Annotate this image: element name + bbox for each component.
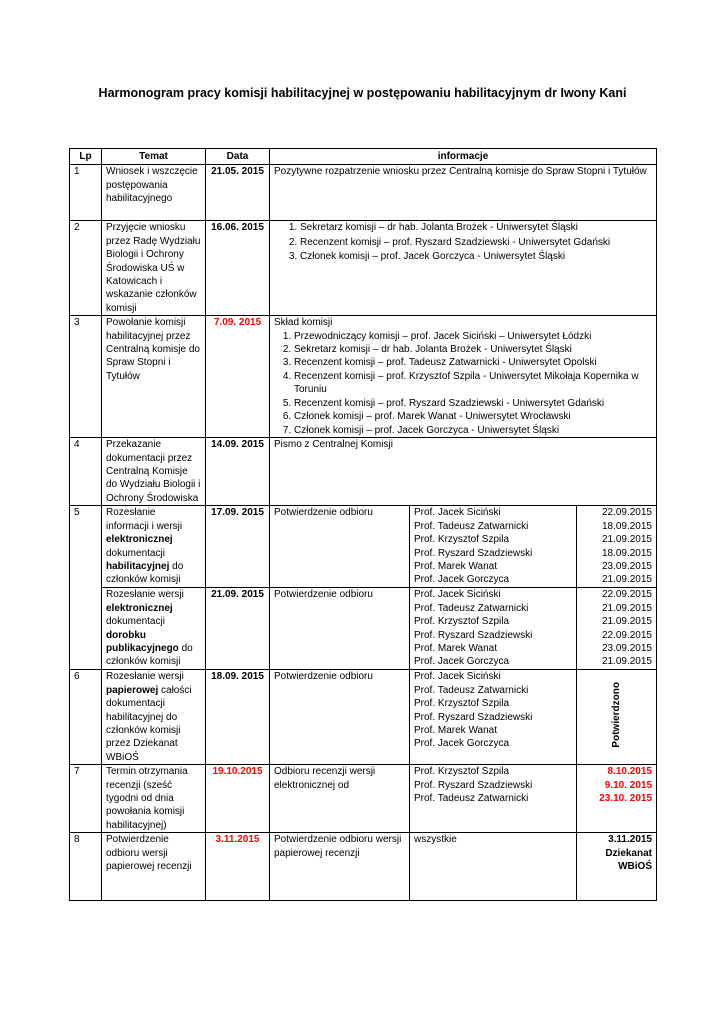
info-cell: Pismo z Centralnej Komisji (270, 438, 657, 506)
member-name: Prof. Ryszard Szadziewski (414, 779, 533, 791)
date-cell: 3.11.2015 (206, 833, 270, 901)
lp-cell: 4 (70, 438, 102, 506)
table-row (70, 438, 657, 506)
temat-text: do członków komisji (106, 560, 184, 586)
committee-list (274, 330, 652, 437)
names-cell (410, 670, 577, 765)
info-cell: Pozytywne rozpatrzenie wniosku przez Centralną komisje do Spraw Stopni i Tytułów (270, 165, 657, 221)
names-cell (410, 588, 577, 670)
table-row (70, 316, 657, 438)
confirmed-cell (577, 670, 657, 765)
date-cell: 21.09. 2015 (206, 588, 270, 670)
names-cell: wszystkie (410, 833, 577, 901)
lp-cell: 2 (70, 221, 102, 316)
temat-bold: papierowej (106, 684, 159, 696)
status-cell: Potwierdzenie odbioru wersji papierowej recenzji (270, 833, 410, 901)
list-item: 6. Członek komisji – prof. Marek Wanat - Uniwersytet Wrocławski (294, 410, 652, 423)
header-temat: Temat (102, 149, 206, 165)
list-item: 3. Recenzent komisji – prof. Tadeusz Zatwarnicki - Uniwersytet Opolski (294, 356, 652, 369)
table-row (70, 588, 657, 670)
temat-cell: Potwierdzenie odbioru wersji papierowej recenzji (102, 833, 206, 901)
temat-cell: Przekazanie dokumentacji przez Centralną Komisje do Wydziału Biologii i Ochrony Środowiska (102, 438, 206, 506)
temat-cell: Wniosek i wszczęcie postępowania habilitacyjnego (102, 165, 206, 221)
member-name: Prof. Jacek Gorczyca (414, 656, 510, 668)
receipt-date: 21.09.2015 (601, 656, 652, 668)
list-item: 7. Członek komisji – prof. Jacek Gorczyca - Uniwersytet Śląski (294, 424, 652, 437)
list-item: 3. Członek komisji – prof. Jacek Gorczyca - Uniwersytet Śląski (300, 250, 652, 263)
receipt-date: 21.09.2015 (601, 574, 652, 586)
member-name: Prof. Jacek Siciński (414, 507, 501, 519)
receipt-date: 22.09.2015 (601, 629, 652, 641)
date-cell: 19.10.2015 (206, 765, 270, 833)
lp-cell: 6 (70, 670, 102, 765)
table-row (70, 506, 657, 588)
final-office-line1: Dziekanat (605, 847, 652, 859)
sklad-label: Skład komisji (274, 317, 333, 329)
review-date: 23.10. 2015 (599, 792, 652, 804)
date-cell: 16.06. 2015 (206, 221, 270, 316)
date-cell: 7.09. 2015 (206, 316, 270, 438)
receipt-date: 21.09.2015 (601, 616, 652, 628)
temat-text: dokumentacji (106, 547, 165, 559)
member-name: Prof. Jacek Gorczyca (414, 738, 510, 750)
member-name: Prof. Ryszard Szadziewski (414, 547, 533, 559)
temat-text: do członków komisji (106, 642, 193, 668)
receipt-date: 22.09.2015 (601, 507, 652, 519)
date-cell: 14.09. 2015 (206, 438, 270, 506)
member-name: Prof. Krzysztof Szpila (414, 698, 510, 710)
member-name: Prof. Marek Wanat (414, 642, 497, 654)
date-cell: 18.09. 2015 (206, 670, 270, 765)
status-cell: Potwierdzenie odbioru (270, 506, 410, 588)
list-item: 5. Recenzent komisji – prof. Ryszard Szadziewski - Uniwersytet Gdański (294, 397, 652, 410)
receipt-date: 22.09.2015 (601, 589, 652, 601)
list-item: 2. Sekretarz komisji – dr hab. Jolanta Brożek - Uniwersytet Śląski (294, 343, 652, 356)
lp-cell: 1 (70, 165, 102, 221)
header-lp: Lp (70, 149, 102, 165)
confirmed-label: Potwierdzono (610, 682, 622, 748)
member-name: Prof. Ryszard Szadziewski (414, 711, 533, 723)
list-item: 4. Recenzent komisji – prof. Krzysztof Szpila - Uniwersytet Mikołaja Kopernika w Toruniu (294, 370, 652, 397)
committee-list (274, 221, 652, 263)
status-cell: Potwierdzenie odbioru (270, 588, 410, 670)
member-name: Prof. Tadeusz Zatwarnicki (414, 792, 529, 804)
list-item: 1. Przewodniczący komisji – prof. Jacek Siciński – Uniwersytet Łódzki (294, 330, 652, 343)
table-header-row (70, 149, 657, 165)
temat-bold: elektronicznej (106, 534, 173, 546)
receipt-date: 18.09.2015 (601, 547, 652, 559)
member-name: Prof. Jacek Siciński (414, 589, 501, 601)
member-name: Prof. Ryszard Szadziewski (414, 629, 533, 641)
date-cell: 21.05. 2015 (206, 165, 270, 221)
member-name: Prof. Krzysztof Szpila (414, 534, 510, 546)
dates-cell (577, 506, 657, 588)
member-name: Prof. Tadeusz Zatwarnicki (414, 684, 529, 696)
temat-text: Rozesłanie informacji i wersji (106, 507, 183, 532)
temat-cell: Powołanie komisji habilitacyjnej przez Centralną komisje do Spraw Stopni i Tytułów (102, 316, 206, 438)
schedule-table (69, 148, 657, 901)
member-name: Prof. Marek Wanat (414, 724, 497, 736)
header-data: Data (206, 149, 270, 165)
lp-cell: 8 (70, 833, 102, 901)
date-cell: 17.09. 2015 (206, 506, 270, 588)
receipt-date: 23.09.2015 (601, 642, 652, 654)
final-date: 3.11.2015 (608, 834, 652, 846)
member-name: Prof. Marek Wanat (414, 560, 497, 572)
list-item: 1. Sekretarz komisji – dr hab. Jolanta Brożek - Uniwersytet Śląski (300, 221, 652, 234)
lp-cell: 3 (70, 316, 102, 438)
temat-cell: Termin otrzymania recenzji (sześć tygodni od dnia powołania komisji habilitacyjnej) (102, 765, 206, 833)
document-title: Harmonogram pracy komisji habilitacyjnej w postępowaniu habilitacyjnym dr Iwony Kani (98, 86, 627, 100)
dates-cell (577, 765, 657, 833)
names-cell (410, 765, 577, 833)
member-name: Prof. Tadeusz Zatwarnicki (414, 602, 529, 614)
names-cell (410, 506, 577, 588)
table-row (70, 670, 657, 765)
member-name: Prof. Krzysztof Szpila (414, 616, 510, 628)
table-row (70, 765, 657, 833)
temat-text: Rozesłanie wersji (106, 589, 184, 601)
temat-cell (102, 506, 206, 588)
lp-cell: 7 (70, 765, 102, 833)
dates-cell (577, 588, 657, 670)
receipt-date: 21.09.2015 (601, 602, 652, 614)
review-date: 9.10. 2015 (604, 779, 652, 791)
table-row (70, 165, 657, 221)
receipt-date: 23.09.2015 (601, 560, 652, 572)
temat-bold: habilitacyjnej (106, 560, 170, 572)
member-name: Prof. Krzysztof Szpila (414, 766, 510, 778)
temat-bold: elektronicznej (106, 602, 173, 614)
temat-cell (102, 670, 206, 765)
receipt-date: 21.09.2015 (601, 534, 652, 546)
lp-cell: 5 (70, 506, 102, 670)
temat-cell (102, 588, 206, 670)
temat-text: całości dokumentacji habilitacyjnej do członków komisji przez Dziekanat WBiOŚ (106, 684, 192, 763)
temat-text: Rozesłanie wersji (106, 671, 184, 683)
header-informacje: informacje (270, 149, 657, 165)
table-row (70, 833, 657, 901)
status-cell: Odbioru recenzji wersji elektronicznej od (270, 765, 410, 833)
receipt-date: 18.09.2015 (601, 520, 652, 532)
final-date-cell (577, 833, 657, 901)
member-name: Prof. Tadeusz Zatwarnicki (414, 520, 529, 532)
temat-bold: dorobku publikacyjnego (106, 629, 179, 654)
table-row (70, 221, 657, 316)
temat-cell: Przyjęcie wniosku przez Radę Wydziału Biologii i Ochrony Środowiska UŚ w Katowicach i wskazanie członków komisji (102, 221, 206, 316)
member-name: Prof. Jacek Siciński (414, 671, 501, 683)
temat-text: dokumentacji (106, 616, 165, 628)
list-item: 2. Recenzent komisji – prof. Ryszard Szadziewski - Uniwersytet Gdański (300, 236, 652, 249)
member-name: Prof. Jacek Gorczyca (414, 574, 510, 586)
review-date: 8.10.2015 (607, 766, 652, 778)
final-office-line2: WBiOŚ (618, 860, 652, 872)
info-cell (270, 221, 657, 316)
status-cell: Potwierdzenie odbioru (270, 670, 410, 765)
info-cell (270, 316, 657, 438)
